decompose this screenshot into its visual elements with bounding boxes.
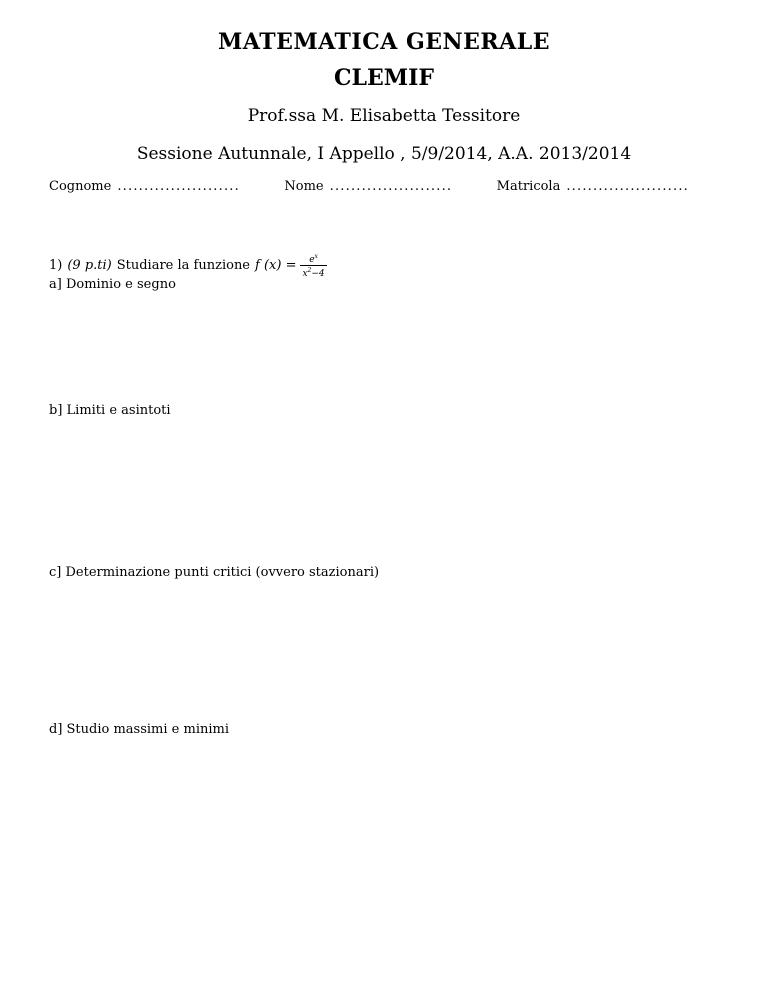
name-label: Nome (284, 179, 324, 194)
document-title: MATEMATICA GENERALE (217, 29, 550, 55)
exercise-number: 1) (49, 258, 63, 273)
fraction-numerator (307, 252, 320, 265)
part-a-label: a] Dominio e segno (49, 277, 176, 292)
denominator-base: x (302, 269, 308, 279)
fraction-denominator (300, 265, 326, 279)
exercise-points: (9 p.ti) (67, 258, 112, 273)
surname-field (49, 179, 240, 194)
part-c-label: c] Determinazione punti critici (ovvero stazionari) (49, 565, 380, 580)
denominator-exponent: 2 (307, 267, 312, 274)
student-id-dots: ....................... (566, 179, 689, 194)
function-fraction (300, 252, 326, 279)
numerator-base: e (309, 255, 315, 265)
numerator-exponent: x (314, 253, 318, 260)
name-field (284, 179, 452, 194)
surname-label: Cognome (49, 179, 112, 194)
student-id-label: Matricola (496, 179, 561, 194)
surname-dots: ....................... (117, 179, 240, 194)
denominator-rest: −4 (311, 269, 325, 279)
student-info-fields (49, 179, 689, 194)
exercise-statement (49, 252, 327, 279)
name-dots: ....................... (329, 179, 453, 194)
function-lhs: f (x) = (255, 258, 297, 273)
part-b-label: b] Limiti e asintoti (49, 403, 171, 418)
exam-session: Sessione Autunnale, I Appello , 5/9/2014, A.A. 2013/2014 (136, 144, 632, 164)
professor-name: Prof.ssa M. Elisabetta Tessitore (247, 106, 521, 126)
exercise-text: Studiare la funzione (116, 258, 251, 273)
student-id-field (497, 179, 689, 194)
part-d-label: d] Studio massimi e minimi (49, 722, 229, 737)
document-subtitle: CLEMIF (333, 65, 434, 91)
